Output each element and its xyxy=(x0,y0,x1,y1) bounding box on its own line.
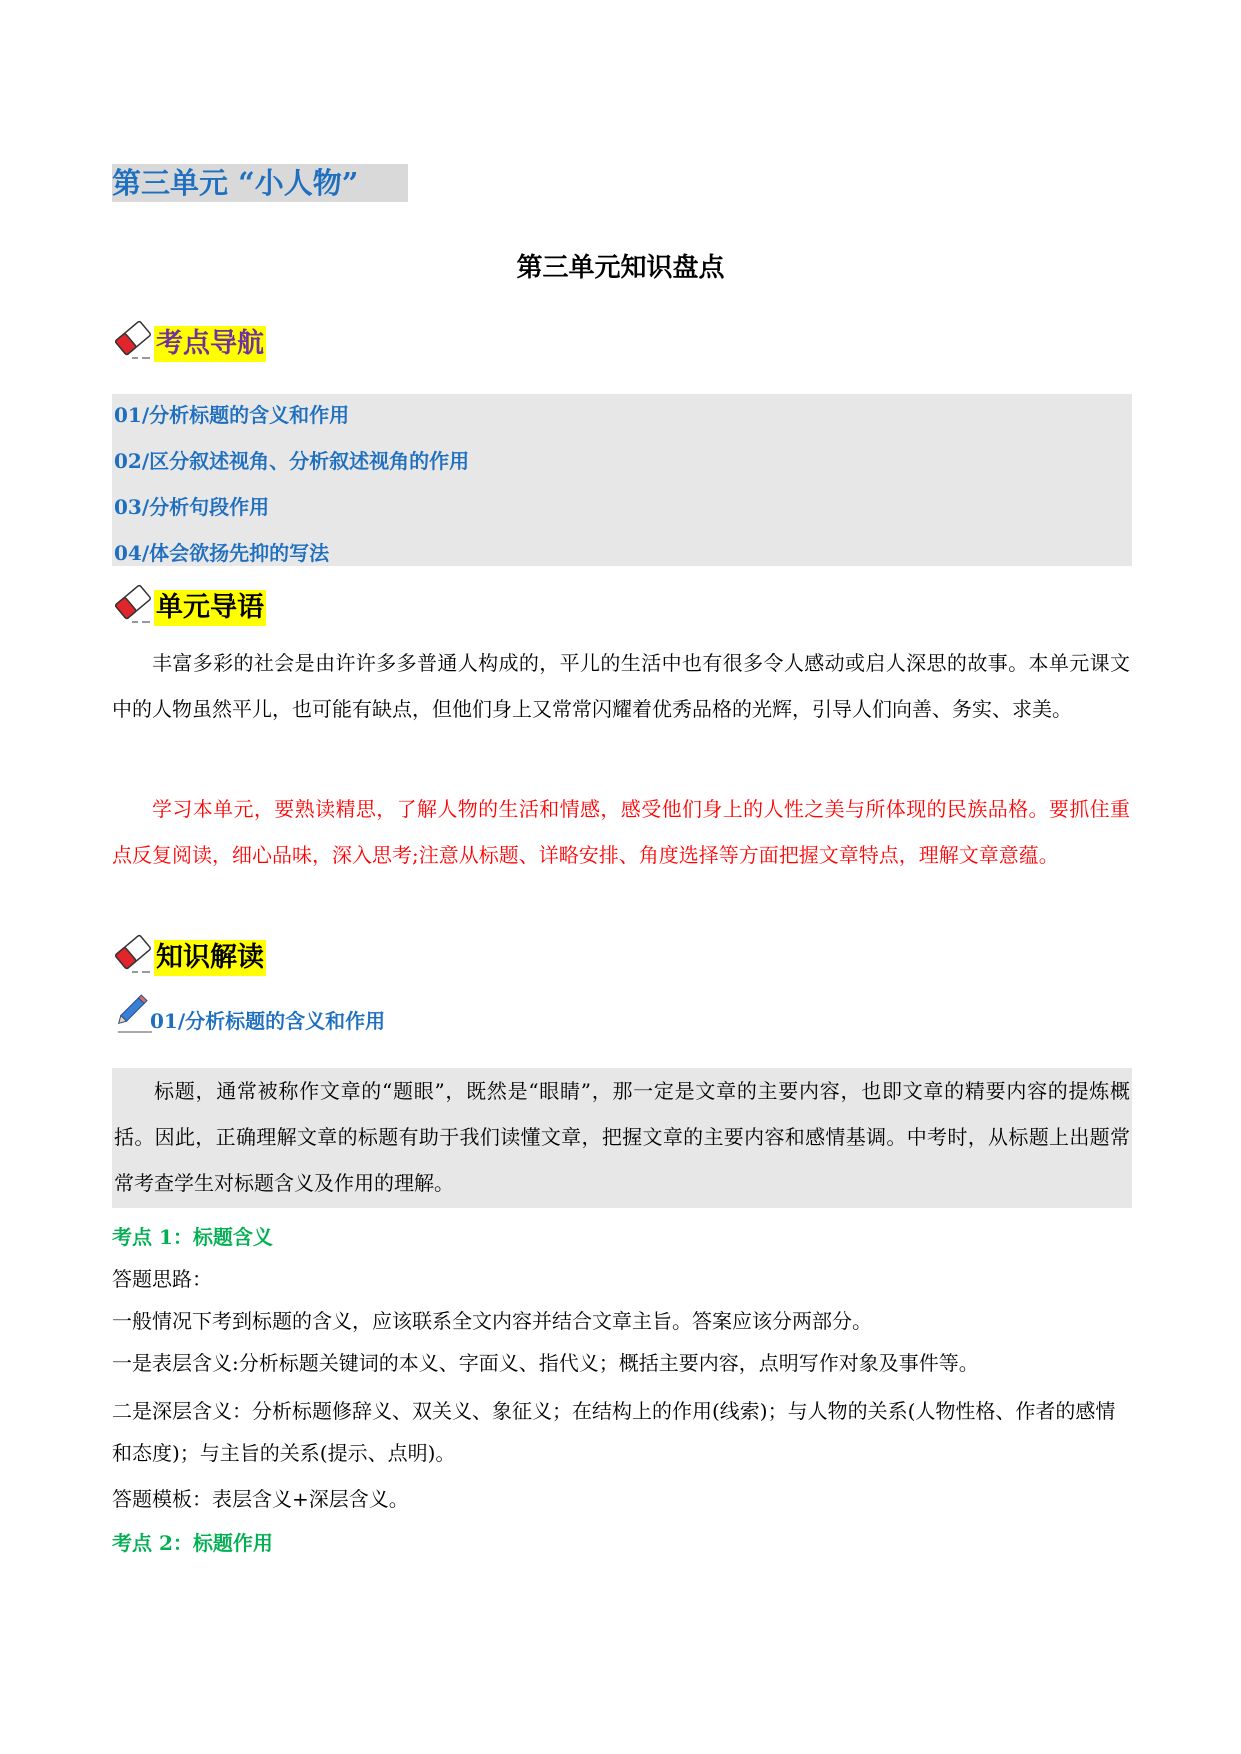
section-title-knowledge: 知识解读 xyxy=(154,940,266,976)
eraser-icon xyxy=(112,930,154,978)
section-heading-knowledge xyxy=(112,930,512,982)
nav-item-3: 03/分析句段作用 xyxy=(114,495,270,519)
summary-text: 标题，通常被称作文章的“题眼”，既然是“眼睛”，那一定是文章的主要内容，也即文章的精要内容的提炼概括。因此，正确理解文章的标题有助于我们读懂文章，把握文章的主要内容和感情基调。中考时，从标题上出题常常考查学生对标题含义及作用的理解。 xyxy=(114,1079,1130,1195)
point-2-title: 考点 2：标题作用 xyxy=(112,1531,273,1555)
nav-item-4: 04/体会欲扬先抑的写法 xyxy=(114,541,330,565)
eraser-icon xyxy=(112,316,154,364)
intro-paragraph: 丰富多彩的社会是由许许多多普通人构成的，平儿的生活中也有很多令人感动或启人深思的故事。本单元课文中的人物虽然平儿，也可能有缺点，但他们身上又常常闪耀着优秀品格的光辉，引导人们向善、务实、求美。 xyxy=(112,651,1130,721)
subheading-title-meaning xyxy=(112,994,612,1036)
eraser-icon xyxy=(112,580,154,628)
point-1-line-5: 答题模板：表层含义+深层含义。 xyxy=(112,1487,409,1511)
section-heading-nav xyxy=(112,316,512,368)
nav-list xyxy=(112,394,1132,566)
point-1-line-1: 答题思路： xyxy=(112,1267,212,1291)
point-1-line-2: 一般情况下考到标题的含义，应该联系全文内容并结合文章主旨。答案应该分两部分。 xyxy=(112,1309,872,1333)
section-title-nav: 考点导航 xyxy=(154,326,266,362)
section-heading-intro xyxy=(112,580,512,632)
point-1-line-4: 二是深层含义：分析标题修辞义、双关义、象征义；在结构上的作用(线索)；与人物的关系(人物性格、作者的感情和态度)；与主旨的关系(提示、点明)。 xyxy=(112,1399,1116,1465)
nav-item-2: 02/区分叙述视角、分析叙述视角的作用 xyxy=(114,449,470,473)
point-1-title: 考点 1：标题含义 xyxy=(112,1225,273,1249)
summary-box xyxy=(112,1068,1132,1208)
nav-item-1: 01/分析标题的含义和作用 xyxy=(114,403,350,427)
point-1-line-3: 一是表层含义:分析标题关键词的本义、字面义、指代义；概括主要内容，点明写作对象及事件等。 xyxy=(112,1351,979,1375)
subheading-text: 01/分析标题的含义和作用 xyxy=(150,1009,386,1033)
intro-study-paragraph: 学习本单元，要熟读精思，了解人物的生活和情感，感受他们身上的人性之美与所体现的民族品格。要抓住重点反复阅读，细心品味，深入思考;注意从标题、详略安排、角度选择等方面把握文章特点，理解文章意蕴。 xyxy=(112,797,1130,867)
unit-title: 第三单元 “小人物” xyxy=(112,164,408,202)
pencil-icon xyxy=(112,994,152,1036)
document-title: 第三单元知识盘点 xyxy=(516,253,725,283)
section-title-intro: 单元导语 xyxy=(154,590,266,626)
